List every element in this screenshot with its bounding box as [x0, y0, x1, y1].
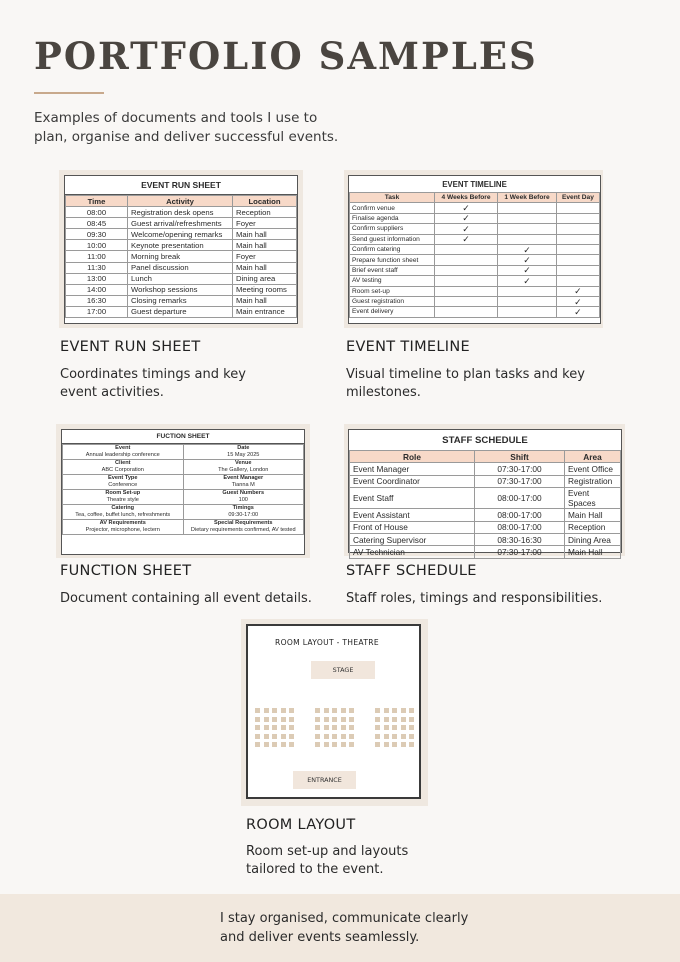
seat-icon [384, 725, 389, 730]
seat-icon [281, 742, 286, 747]
seat-icon [409, 725, 414, 730]
timeline-column-header: Task [350, 193, 435, 203]
seat-icon [349, 717, 354, 722]
table-row [350, 521, 621, 533]
timeline-task: AV testing [350, 276, 435, 286]
seat-icon [264, 717, 269, 722]
table-row [350, 296, 600, 306]
table-cell: 11:30 [66, 262, 128, 273]
check-icon: ✓ [498, 255, 557, 265]
seat-icon [392, 708, 397, 713]
timeline-task: Confirm catering [350, 244, 435, 254]
table-row [350, 203, 600, 213]
table-row [66, 284, 297, 295]
room-layout-description: Room set-up and layouts tailored to the event. [246, 844, 409, 877]
timeline-document [348, 175, 601, 324]
field-value: Projector, microphone, lectern [85, 527, 160, 533]
table-cell [556, 255, 599, 265]
room-layout-caption: ROOM LAYOUT [246, 817, 356, 833]
seat-icon [349, 734, 354, 739]
seat-icon [272, 734, 277, 739]
seat-icon [384, 708, 389, 713]
run-sheet-caption: EVENT RUN SHEET [60, 339, 201, 355]
table-row [350, 509, 621, 521]
seat-icon [332, 742, 337, 747]
table-row [63, 475, 304, 490]
function-field [183, 460, 304, 475]
room-layout-frame [241, 619, 428, 806]
field-value: 100 [238, 497, 248, 503]
check-icon: ✓ [498, 244, 557, 254]
timeline-description: Visual timeline to plan tasks and key milestones. [346, 367, 585, 400]
table-row [350, 286, 600, 296]
table-cell [498, 296, 557, 306]
field-label: Event Manager [223, 475, 264, 481]
table-row [66, 218, 297, 229]
timeline-task: Brief event staff [350, 265, 435, 275]
run-sheet-frame [59, 170, 303, 328]
function-field [183, 520, 304, 535]
seat-icon [289, 734, 294, 739]
function-field [63, 460, 184, 475]
seat-icon [289, 725, 294, 730]
title-divider [34, 92, 104, 94]
table-cell [556, 213, 599, 223]
table-cell: Main entrance [233, 306, 297, 317]
function-sheet-caption: FUNCTION SHEET [60, 563, 192, 579]
table-cell: Main Hall [565, 546, 621, 558]
staff-column-header: Role [350, 451, 475, 463]
staff-schedule-frame [344, 424, 625, 556]
field-label: Special Requirements [214, 520, 273, 526]
field-value: Dietary requirements confirmed, AV tested [190, 527, 296, 533]
table-cell: Front of House [350, 521, 475, 533]
table-cell: Welcome/opening remarks [128, 229, 233, 240]
run-sheet-column-header: Location [233, 196, 297, 207]
field-label: Event Type [108, 475, 138, 481]
table-row [66, 240, 297, 251]
field-value: 09:30-17:00 [228, 512, 259, 518]
field-label: Date [237, 445, 250, 451]
entrance-label: ENTRANCE [307, 776, 342, 784]
run-sheet-document [64, 175, 298, 324]
seat-icon [341, 742, 346, 747]
seat-icon [341, 717, 346, 722]
seat-icon [392, 725, 397, 730]
field-value: Theatre style [106, 497, 139, 503]
table-row [66, 306, 297, 317]
run-sheet-table [65, 195, 297, 318]
seat-icon [324, 725, 329, 730]
table-cell: Registration [565, 475, 621, 487]
table-row [63, 460, 304, 475]
seat-icon [324, 708, 329, 713]
table-row [66, 273, 297, 284]
seat-icon [281, 708, 286, 713]
table-cell: Event Spaces [565, 488, 621, 509]
timeline-title: EVENT TIMELINE [442, 180, 507, 189]
table-cell: Dining Area [565, 533, 621, 545]
table-cell: Morning break [128, 251, 233, 262]
table-cell: Dining area [233, 273, 297, 284]
table-row [63, 505, 304, 520]
seat-icon [264, 742, 269, 747]
table-row [350, 475, 621, 487]
staff-column-header: Shift [475, 451, 565, 463]
timeline-task: Confirm suppliers [350, 224, 435, 234]
table-cell: 07:30-17:00 [475, 463, 565, 475]
table-row [350, 546, 621, 558]
seat-icon [255, 708, 260, 713]
table-cell [556, 244, 599, 254]
table-row [350, 276, 600, 286]
table-cell: AV Technician [350, 546, 475, 558]
seat-icon [264, 708, 269, 713]
timeline-task: Event delivery [350, 307, 435, 317]
field-label: Catering [111, 505, 135, 511]
check-icon: ✓ [435, 203, 498, 213]
seat-icon [349, 708, 354, 713]
table-cell: 10:00 [66, 240, 128, 251]
table-cell: 13:00 [66, 273, 128, 284]
seat-icon [384, 742, 389, 747]
function-field [183, 490, 304, 505]
staff-schedule-title: STAFF SCHEDULE [442, 435, 528, 446]
timeline-task: Guest registration [350, 296, 435, 306]
table-row [350, 463, 621, 475]
field-value: Tianna M [231, 482, 255, 488]
table-cell: Panel discussion [128, 262, 233, 273]
field-value: Annual leadership conference [85, 452, 160, 458]
field-label: Client [114, 460, 131, 466]
seat-icon [384, 717, 389, 722]
field-value: Tea, coffee, buffet lunch, refreshments [75, 512, 171, 518]
table-cell [498, 286, 557, 296]
table-cell: Guest arrival/refreshments [128, 218, 233, 229]
function-sheet-description: Document containing all event details. [60, 591, 312, 606]
seat-icon [255, 725, 260, 730]
seat-icon [315, 725, 320, 730]
table-row [66, 207, 297, 218]
table-row [66, 229, 297, 240]
table-cell [498, 307, 557, 317]
table-cell: Event Staff [350, 488, 475, 509]
check-icon: ✓ [435, 234, 498, 244]
table-cell [556, 224, 599, 234]
seat-icon [315, 742, 320, 747]
field-label: Venue [235, 460, 252, 466]
field-label: Room Set-up [105, 490, 141, 496]
seat-icon [349, 725, 354, 730]
run-sheet-column-header: Activity [128, 196, 233, 207]
table-cell [435, 265, 498, 275]
seat-icon [324, 734, 329, 739]
table-cell [435, 244, 498, 254]
seat-icon [289, 708, 294, 713]
seat-icon [255, 734, 260, 739]
footer-band [0, 894, 680, 962]
function-field [63, 505, 184, 520]
table-cell: 08:30-16:30 [475, 533, 565, 545]
run-sheet-description: Coordinates timings and key event activities. [60, 367, 246, 400]
timeline-task: Finalise agenda [350, 213, 435, 223]
seat-icon [324, 742, 329, 747]
timeline-caption: EVENT TIMELINE [346, 339, 470, 355]
timeline-task: Prepare function sheet [350, 255, 435, 265]
function-sheet-table [62, 444, 304, 535]
table-cell [556, 203, 599, 213]
seat-icon [272, 742, 277, 747]
seat-icon [315, 717, 320, 722]
seat-icon [375, 725, 380, 730]
seat-icon [349, 742, 354, 747]
table-row [350, 234, 600, 244]
timeline-column-header: 4 Weeks Before [435, 193, 498, 203]
seat-icon [392, 742, 397, 747]
seat-icon [332, 717, 337, 722]
staff-schedule-description: Staff roles, timings and responsibilities. [346, 591, 603, 606]
table-cell: Reception [565, 521, 621, 533]
seat-icon [375, 734, 380, 739]
timeline-task: Confirm venue [350, 203, 435, 213]
footer-text: I stay organised, communicate clearly and deliver events seamlessly. [220, 911, 469, 945]
check-icon: ✓ [498, 276, 557, 286]
seat-icon [255, 742, 260, 747]
table-cell: Main hall [233, 295, 297, 306]
table-cell: 07:30-17:00 [475, 546, 565, 558]
field-value: Conference [108, 482, 138, 488]
table-cell: Event Office [565, 463, 621, 475]
seat-icon [392, 717, 397, 722]
table-row [66, 295, 297, 306]
table-cell: Workshop sessions [128, 284, 233, 295]
run-sheet-column-header: Time [66, 196, 128, 207]
seat-icon [272, 725, 277, 730]
table-cell [435, 307, 498, 317]
table-cell [435, 255, 498, 265]
function-sheet-frame [56, 424, 310, 558]
table-row [350, 265, 600, 275]
room-layout-document [246, 624, 421, 799]
seat-icon [281, 717, 286, 722]
seat-icon [281, 734, 286, 739]
table-cell: Lunch [128, 273, 233, 284]
table-cell: Foyer [233, 251, 297, 262]
seat-icon [341, 725, 346, 730]
table-cell: 11:00 [66, 251, 128, 262]
table-row [63, 490, 304, 505]
seat-icon [341, 734, 346, 739]
table-cell: 07:30-17:00 [475, 475, 565, 487]
table-row [350, 224, 600, 234]
seat-icon [401, 717, 406, 722]
table-cell: Main hall [233, 229, 297, 240]
seat-icon [315, 734, 320, 739]
check-icon: ✓ [498, 265, 557, 275]
seat-icon [375, 717, 380, 722]
table-cell: Event Assistant [350, 509, 475, 521]
seat-icon [264, 725, 269, 730]
table-row [350, 213, 600, 223]
run-sheet-title: EVENT RUN SHEET [65, 176, 297, 195]
table-cell [435, 296, 498, 306]
check-icon: ✓ [435, 213, 498, 223]
table-cell [556, 234, 599, 244]
seat-icon [281, 725, 286, 730]
table-row [350, 244, 600, 254]
table-cell: 17:00 [66, 306, 128, 317]
table-cell [498, 224, 557, 234]
field-value: ABC Corporation [101, 467, 144, 473]
function-sheet-document [61, 429, 305, 555]
check-icon: ✓ [556, 307, 599, 317]
table-cell: Closing remarks [128, 295, 233, 306]
table-cell: Main hall [233, 240, 297, 251]
table-cell [556, 276, 599, 286]
table-cell [498, 203, 557, 213]
seat-icon [401, 734, 406, 739]
intro-text: Examples of documents and tools I use to plan, organise and deliver successful events. [34, 110, 339, 145]
seat-icon [384, 734, 389, 739]
timeline-task: Room set-up [350, 286, 435, 296]
field-value: The Gallery, London [218, 467, 269, 473]
seat-icon [409, 717, 414, 722]
stage-label: STAGE [332, 666, 354, 674]
timeline-frame [344, 170, 603, 328]
function-field [63, 445, 184, 460]
seat-icon [272, 708, 277, 713]
table-cell: Event Manager [350, 463, 475, 475]
table-cell [435, 276, 498, 286]
timeline-task: Send guest information [350, 234, 435, 244]
seat-icon [341, 708, 346, 713]
seat-icon [332, 725, 337, 730]
table-cell: 08:45 [66, 218, 128, 229]
field-label: Guest Numbers [222, 490, 265, 496]
field-label: Event [115, 445, 131, 451]
field-label: Timings [232, 505, 254, 511]
table-cell: 08:00-17:00 [475, 488, 565, 509]
table-cell: Meeting rooms [233, 284, 297, 295]
timeline-column-header: Event Day [556, 193, 599, 203]
seat-icon [289, 717, 294, 722]
staff-schedule-document [348, 429, 622, 558]
timeline-table [349, 192, 600, 318]
table-cell: Registration desk opens [128, 207, 233, 218]
table-row [66, 262, 297, 273]
field-label: AV Requirements [99, 520, 146, 526]
function-field [183, 505, 304, 520]
table-cell [556, 265, 599, 275]
table-row [66, 251, 297, 262]
table-cell [435, 286, 498, 296]
table-cell: 08:00 [66, 207, 128, 218]
table-cell: 14:00 [66, 284, 128, 295]
seat-icon [255, 717, 260, 722]
timeline-column-header: 1 Week Before [498, 193, 557, 203]
room-layout-title: ROOM LAYOUT - THEATRE [275, 638, 379, 647]
field-value: 15 May 2025 [227, 452, 260, 458]
seat-icon [332, 734, 337, 739]
seat-icon [375, 708, 380, 713]
page-title: PORTFOLIO SAMPLES [34, 34, 538, 78]
staff-column-header: Area [565, 451, 621, 463]
seat-icon [409, 742, 414, 747]
function-field [183, 475, 304, 490]
table-cell: Reception [233, 207, 297, 218]
table-row [350, 255, 600, 265]
function-field [63, 475, 184, 490]
seat-icon [392, 734, 397, 739]
seat-icon [401, 725, 406, 730]
table-cell: Foyer [233, 218, 297, 229]
seat-icon [375, 742, 380, 747]
table-cell: Main Hall [565, 509, 621, 521]
seat-icon [289, 742, 294, 747]
table-cell: 16:30 [66, 295, 128, 306]
staff-schedule-caption: STAFF SCHEDULE [346, 563, 477, 579]
seat-icon [315, 708, 320, 713]
function-sheet-title: FUCTION SHEET [62, 430, 304, 444]
table-cell [498, 234, 557, 244]
check-icon: ✓ [556, 296, 599, 306]
function-field [183, 445, 304, 460]
table-cell: 08:00-17:00 [475, 521, 565, 533]
table-cell: Event Coordinator [350, 475, 475, 487]
seat-icon [409, 734, 414, 739]
table-row [63, 520, 304, 535]
table-row [350, 533, 621, 545]
seat-icon [272, 717, 277, 722]
seat-icon [401, 742, 406, 747]
table-cell: 09:30 [66, 229, 128, 240]
function-field [63, 490, 184, 505]
check-icon: ✓ [556, 286, 599, 296]
table-cell: Catering Supervisor [350, 533, 475, 545]
seat-icon [409, 708, 414, 713]
table-cell: Guest departure [128, 306, 233, 317]
table-cell: 08:00-17:00 [475, 509, 565, 521]
table-cell [498, 213, 557, 223]
table-row [350, 488, 621, 509]
seat-icon [401, 708, 406, 713]
table-row [63, 445, 304, 460]
seat-icon [332, 708, 337, 713]
check-icon: ✓ [435, 224, 498, 234]
seat-icon [324, 717, 329, 722]
table-cell: Keynote presentation [128, 240, 233, 251]
seat-icon [264, 734, 269, 739]
table-cell: Main hall [233, 262, 297, 273]
table-row [350, 307, 600, 317]
staff-schedule-table [349, 450, 621, 559]
function-field [63, 520, 184, 535]
